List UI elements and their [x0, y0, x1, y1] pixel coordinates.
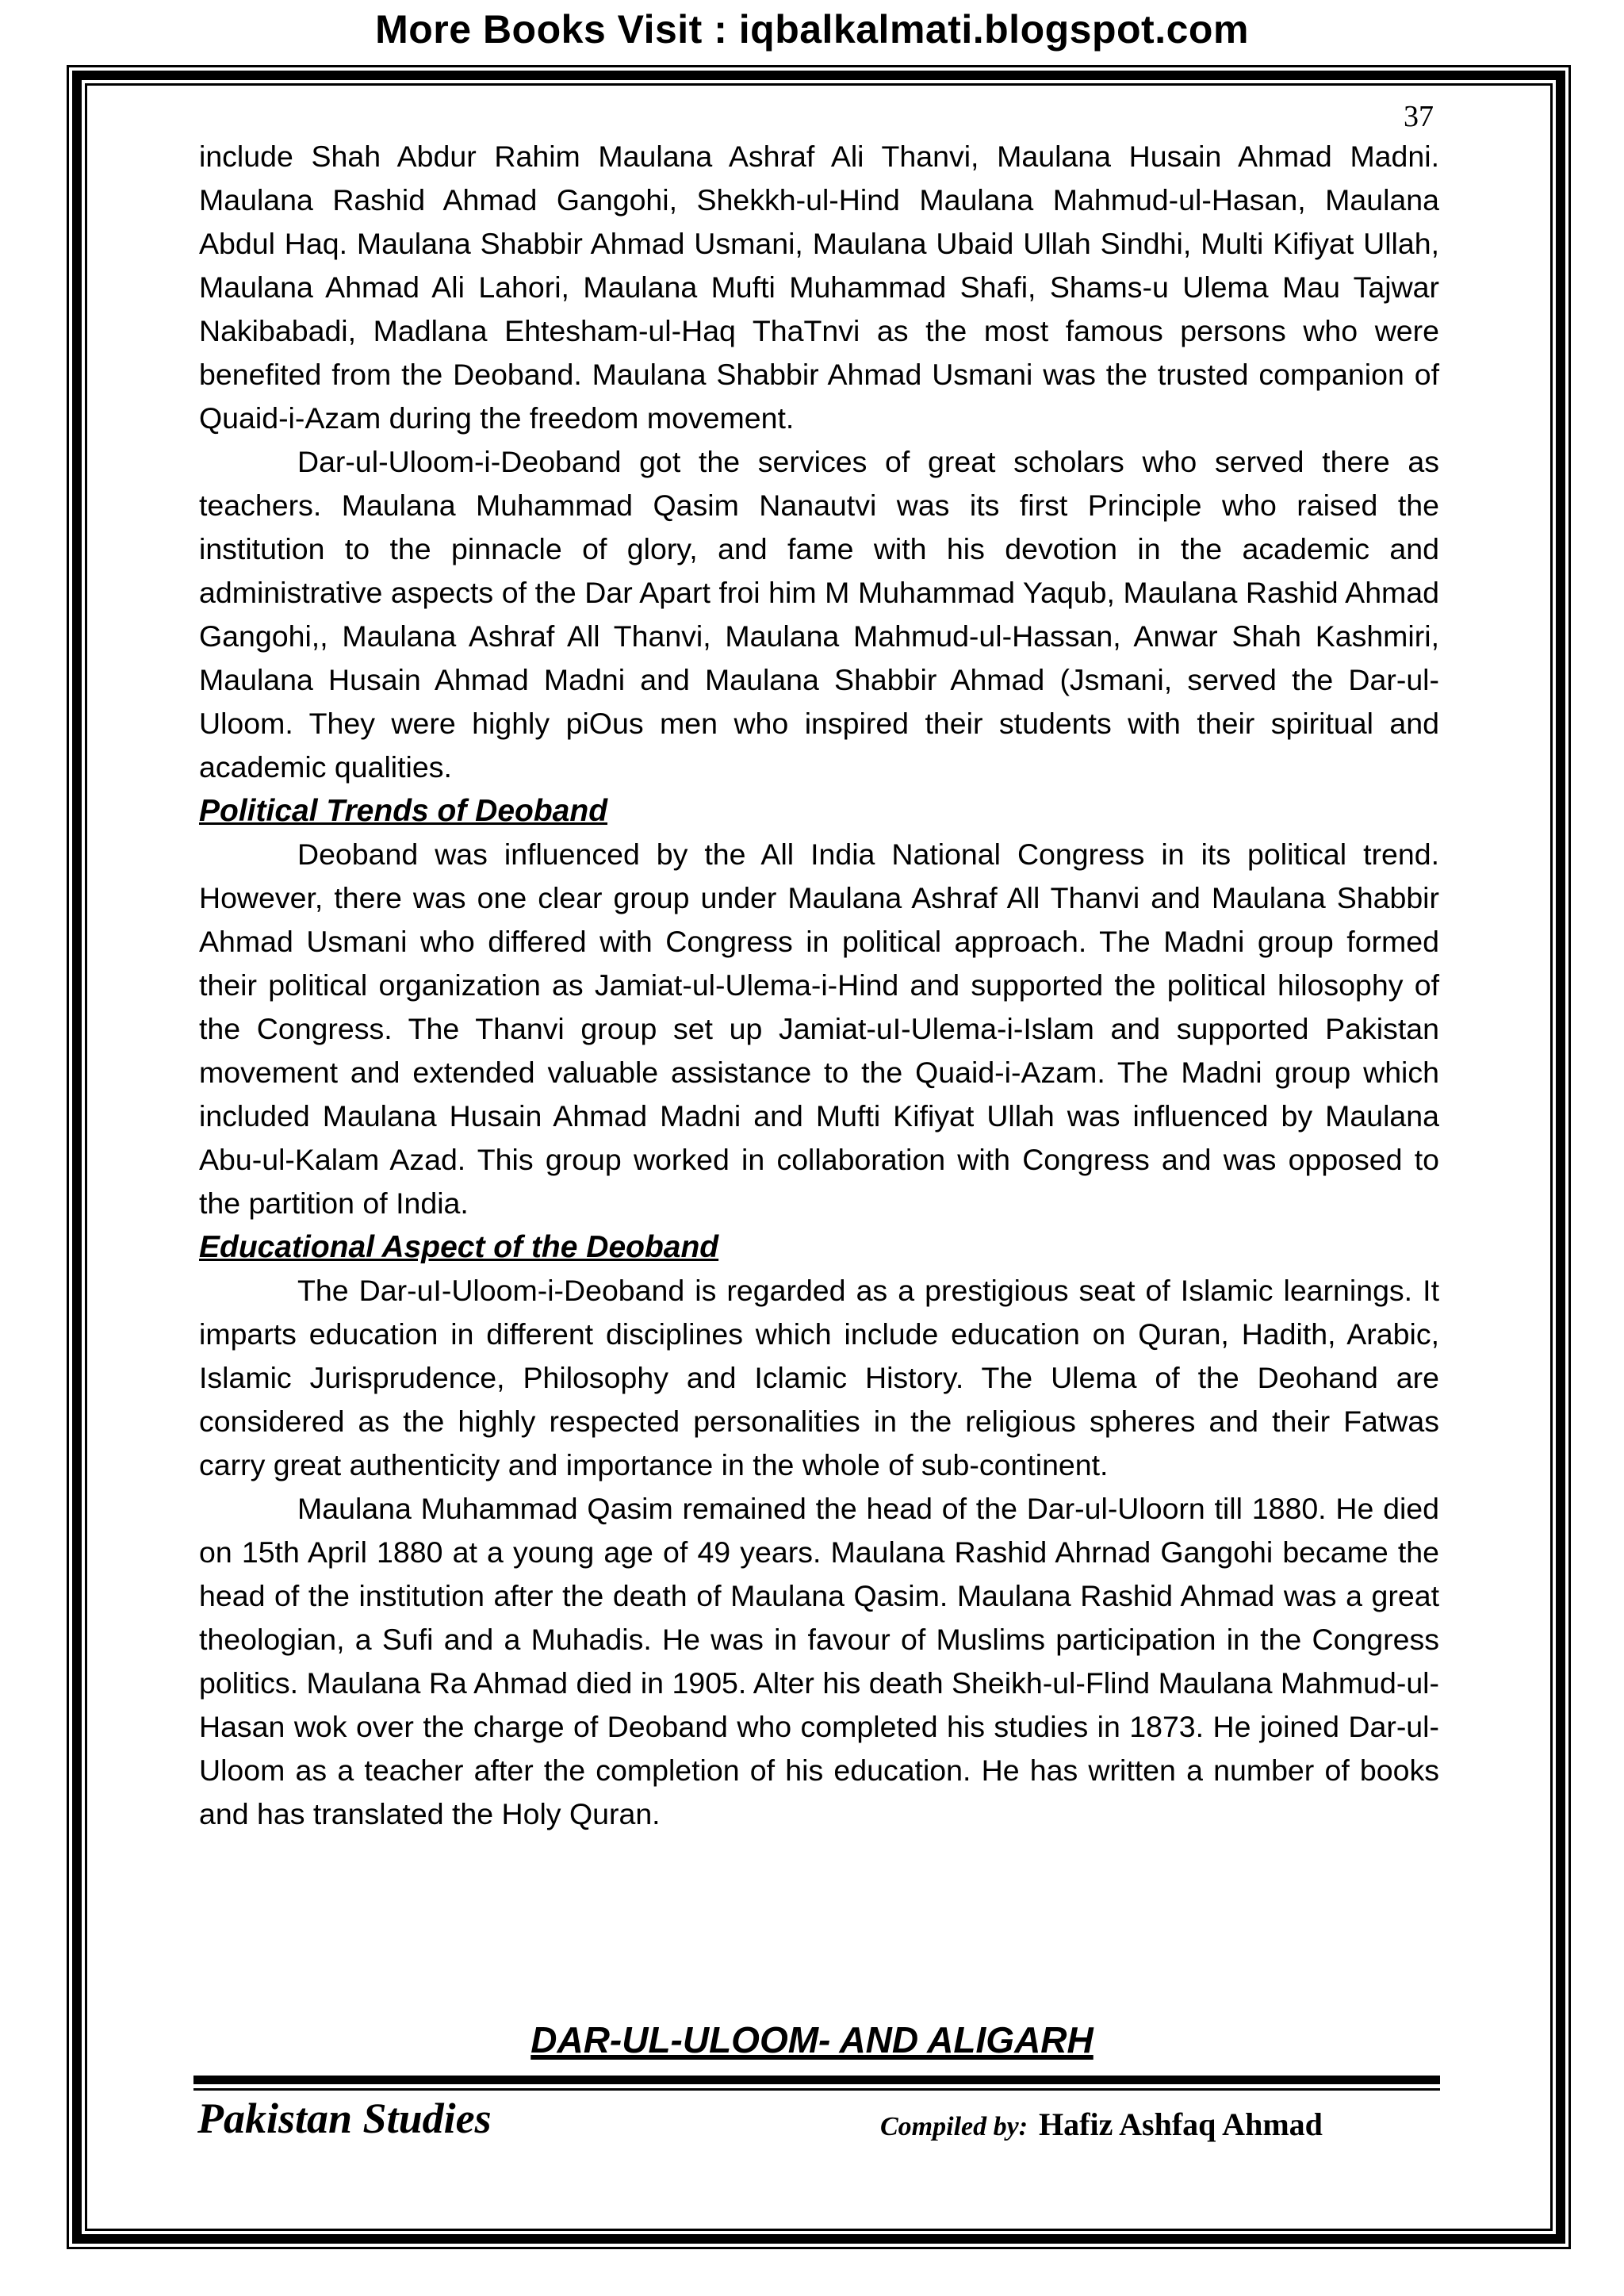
paragraph: Maulana Muhammad Qasim remained the head of the Dar-ul-Uloorn till 1880. He died on 15th April 1880 at a young age of 49 years. Maulana Rashid Ahrnad Gangohi became the head of the institution after the death of Maulana Qasim. Maulana Rashid Ahmad was a great theologian, a Sufi and a Muhadis. He was in favour of Muslims participation in the Congress politics. Maulana Ra Ahmad died in 1905. Alter his death Sheikh-ul-Flind Maulana Mahmud-ul-Hasan wok over the charge of Deoband who completed his studies in 1873. He joined Dar-ul-Uloom as a teacher after the completion of his education. He has written a number of books and has translated the Holy Quran. [199, 1492, 1439, 1830]
paragraph: The Dar-uI-Uloom-i-Deoband is regarded as a prestigious seat of Islamic learnings. It imparts education in different disciplines which include education on Quran, Hadith, Arabic, Islamic Jurisprudence, Philosophy and Iclamic History. The Ulema of the Deohand are considered as the highly respected personalities in the religious spheres and their Fatwas carry great authenticity and importance in the whole of sub-continent. [199, 1274, 1439, 1481]
paragraph: Dar-ul-Uloom-i-Deoband got the services of great scholars who served there as teachers. Maulana Muhammad Qasim Nanautvi was its first Principle who raised the institution to the pinnacle of glory, and fame with his devotion in the academic and administrative aspects of the Dar Apart froi him M Muhammad Yaqub, Maulana Rashid Ahmad Gangohi,, Maulana Ashraf All Thanvi, Maulana Mahmud-ul-Hassan, Anwar Shah Kashmiri, Maulana Husain Ahmad Madni and Maulana Shabbir Ahmad (Jsmani, served the Dar-ul-Uloom. They were highly piOus men who inspired their students with their spiritual and academic qualities. [199, 445, 1439, 784]
book-title: Pakistan Studies [197, 2095, 492, 2142]
footer-rule-thin [193, 2088, 1440, 2091]
footer-rule [193, 2076, 1440, 2084]
page-content [199, 135, 1439, 1836]
section-heading: Educational Aspect of the Deoband [199, 1230, 719, 1264]
page-number: 37 [1404, 100, 1434, 133]
site-banner: More Books Visit : iqbalkalmati.blogspot.com [375, 7, 1249, 52]
compiler-credit [880, 2106, 1323, 2143]
compiled-label: Compiled by: [880, 2112, 1028, 2141]
paragraph: Deoband was influenced by the All India National Congress in its political trend. However, there was one clear group under Maulana Ashraf All Thanvi and Maulana Shabbir Ahmad Usmani who differed with Congress in political approach. The Madni group formed their political organization as Jamiat-ul-Ulema-i-Hind and supported the political hilosophy of the Congress. The Thanvi group set up Jamiat-uI-Ulema-i-Islam and supported Pakistan movement and extended valuable assistance to the Quaid-i-Azam. The Madni group which included Maulana Husain Ahmad Madni and Mufti Kifiyat Ullah was influenced by Maulana Abu-ul-Kalam Azad. This group worked in collaboration with Congress and was opposed to the partition of India. [199, 838, 1439, 1220]
section-heading: Political Trends of Deoband [199, 794, 608, 828]
paragraph: include Shah Abdur Rahim Maulana Ashraf Ali Thanvi, Maulana Husain Ahmad Madni. Maulana Rashid Ahmad Gangohi, Shekkh-ul-Hind Maulana Mahmud-ul-Hasan, Maulana Abdul Haq. Maulana Shabbir Ahmad Usmani, Maulana Ubaid Ullah Sindhi, Multi Kifiyat Ullah, Maulana Ahmad Ali Lahori, Maulana Mufti Muhammad Shafi, Shams-u Ulema Mau Tajwar Nakibabadi, Madlana Ehtesham-ul-Haq ThaTnvi as the most famous persons who were benefited from the Deoband. Maulana Shabbir Ahmad Usmani was the trusted companion of Quaid-i-Azam during the freedom movement. [199, 140, 1439, 435]
chapter-title: DAR-UL-ULOOM- AND ALIGARH [530, 2019, 1094, 2060]
author-name: Hafiz Ashfaq Ahmad [1039, 2106, 1323, 2142]
